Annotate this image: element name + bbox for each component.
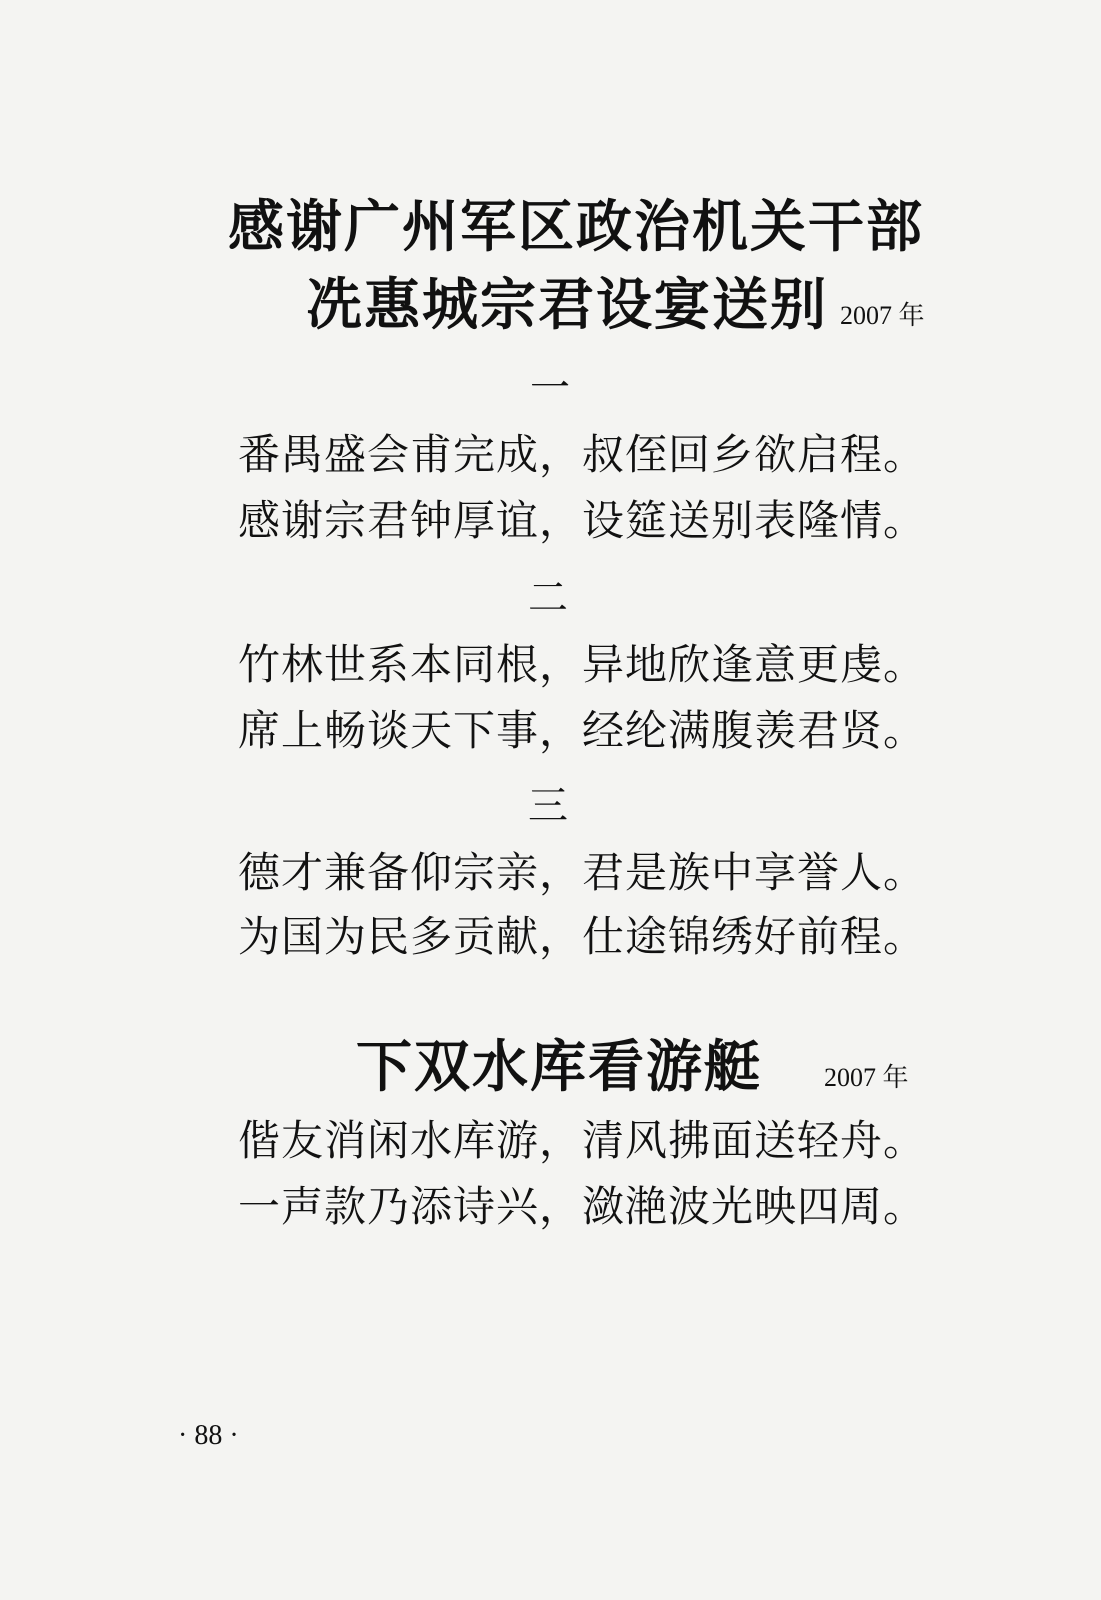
section-number-1: [530, 365, 590, 411]
poem2-title-text: 下双水库看游艇: [356, 1035, 762, 1100]
poem2-year: 2007 年: [824, 1063, 909, 1092]
poem1-title-line1-text: 感谢广州军区政治机关干部: [228, 195, 924, 260]
verse-line-text: 席上畅谈天下事，经纶满腹羡君贤。: [238, 706, 927, 755]
poem1-title-line2-text: 冼惠城宗君设宴送别: [306, 273, 828, 338]
verse-line-text: 感谢宗君钟厚谊，设筵送别表隆情。: [238, 496, 927, 545]
verse-line: [238, 1182, 927, 1231]
section-number-3: [528, 783, 588, 829]
verse-line: [238, 706, 927, 755]
section-number-1-text: 一: [530, 365, 570, 411]
verse-line-text: 德才兼备仰宗亲，君是族中享誉人。: [238, 848, 927, 897]
verse-line-text: 偕友消闲水库游，清风拂面送轻舟。: [238, 1116, 927, 1165]
poem1-title-line1: [228, 195, 924, 260]
verse-line: [238, 912, 927, 961]
section-number-2: [528, 575, 588, 621]
verse-line-text: 番禺盛会甫完成，叔侄回乡欲启程。: [238, 430, 927, 479]
poem2-title: [356, 1035, 909, 1100]
verse-line-text: 为国为民多贡献，仕途锦绣好前程。: [238, 912, 927, 961]
verse-line: [238, 640, 927, 689]
verse-line: [238, 430, 927, 479]
poem1-title-line2: [306, 273, 925, 338]
verse-line: [238, 496, 927, 545]
verse-line: [238, 848, 927, 897]
poem1-year: 2007 年: [840, 301, 925, 330]
page-number: [178, 1420, 239, 1452]
section-number-3-text: 三: [528, 783, 568, 829]
verse-line-text: 竹林世系本同根，异地欣逢意更虔。: [238, 640, 927, 689]
page-number-text: · 88 ·: [178, 1420, 239, 1451]
verse-line-text: 一声款乃添诗兴，潋滟波光映四周。: [238, 1182, 927, 1231]
section-number-2-text: 二: [528, 575, 568, 621]
verse-line: [238, 1116, 927, 1165]
